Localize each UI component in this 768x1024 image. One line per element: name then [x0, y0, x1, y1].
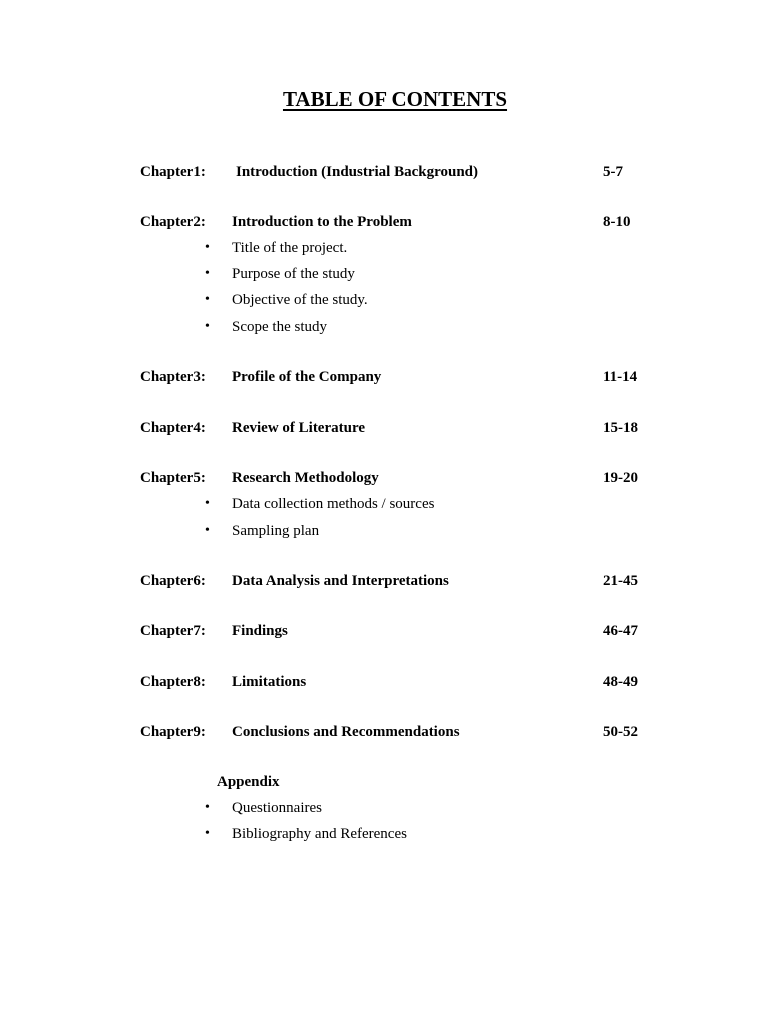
bullet-icon: •	[205, 826, 210, 841]
chapter-pages: 21-45	[603, 573, 638, 589]
chapter-label: Chapter5:	[140, 470, 206, 486]
subitem-text: Title of the project.	[232, 240, 348, 256]
toc-entry-chapter-5	[0, 468, 768, 488]
toc-entry-chapter-8	[0, 672, 768, 692]
chapter-title: Data Analysis and Interpretations	[232, 573, 449, 589]
appendix-item	[0, 798, 768, 818]
subitem-text: Sampling plan	[232, 523, 320, 539]
bullet-icon: •	[205, 800, 210, 815]
chapter-pages: 5-7	[603, 164, 623, 180]
chapter-pages: 8-10	[603, 214, 631, 230]
chapter-label: Chapter6:	[140, 573, 206, 589]
chapter-pages: 19-20	[603, 470, 638, 486]
chapter-label: Chapter9:	[140, 724, 206, 740]
toc-subitem	[0, 494, 768, 514]
toc-subitem	[0, 317, 768, 337]
chapter-pages: 46-47	[603, 623, 638, 639]
chapter-label: Chapter1:	[140, 164, 206, 180]
toc-entry-chapter-1	[0, 162, 768, 182]
appendix-item-text: Bibliography and References	[232, 826, 407, 842]
chapter-label: Chapter4:	[140, 420, 206, 436]
toc-subitem	[0, 238, 768, 258]
appendix-item-text: Questionnaires	[232, 800, 322, 816]
chapter-label: Chapter8:	[140, 674, 206, 690]
chapter-pages: 48-49	[603, 674, 638, 690]
toc-entry-chapter-4	[0, 418, 768, 438]
toc-entry-chapter-2	[0, 212, 768, 232]
appendix-item	[0, 824, 768, 844]
toc-entry-chapter-9	[0, 722, 768, 742]
toc-subitem	[0, 290, 768, 310]
bullet-icon: •	[205, 496, 210, 511]
toc-entry-chapter-7	[0, 621, 768, 641]
chapter-pages: 11-14	[603, 369, 638, 385]
chapter-title: Introduction to the Problem	[232, 214, 412, 230]
subitem-text: Objective of the study.	[232, 292, 368, 308]
chapter-label: Chapter2:	[140, 214, 206, 230]
chapter-label: Chapter3:	[140, 369, 206, 385]
chapter-title: Limitations	[232, 674, 307, 690]
toc-entry-chapter-6	[0, 571, 768, 591]
chapter-title: Findings	[232, 623, 288, 639]
chapter-title: Conclusions and Recommendations	[232, 724, 460, 740]
appendix-heading: Appendix	[217, 774, 280, 790]
toc-subitem	[0, 264, 768, 284]
chapter-title: Research Methodology	[232, 470, 379, 486]
chapter-title: Review of Literature	[232, 420, 366, 436]
bullet-icon: •	[205, 292, 210, 307]
subitem-text: Scope the study	[232, 319, 327, 335]
bullet-icon: •	[205, 319, 210, 334]
chapter-title: Introduction (Industrial Background)	[236, 164, 479, 180]
chapter-pages: 15-18	[603, 420, 638, 436]
subitem-text: Purpose of the study	[232, 266, 355, 282]
bullet-icon: •	[205, 240, 210, 255]
toc-subitem	[0, 521, 768, 541]
subitem-text: Data collection methods / sources	[232, 496, 435, 512]
bullet-icon: •	[205, 266, 210, 281]
bullet-icon: •	[205, 523, 210, 538]
toc-entry-chapter-3	[0, 367, 768, 387]
chapter-title: Profile of the Company	[232, 369, 382, 385]
chapter-pages: 50-52	[603, 724, 638, 740]
page-title: TABLE OF CONTENTS	[282, 87, 508, 111]
chapter-label: Chapter7:	[140, 623, 206, 639]
